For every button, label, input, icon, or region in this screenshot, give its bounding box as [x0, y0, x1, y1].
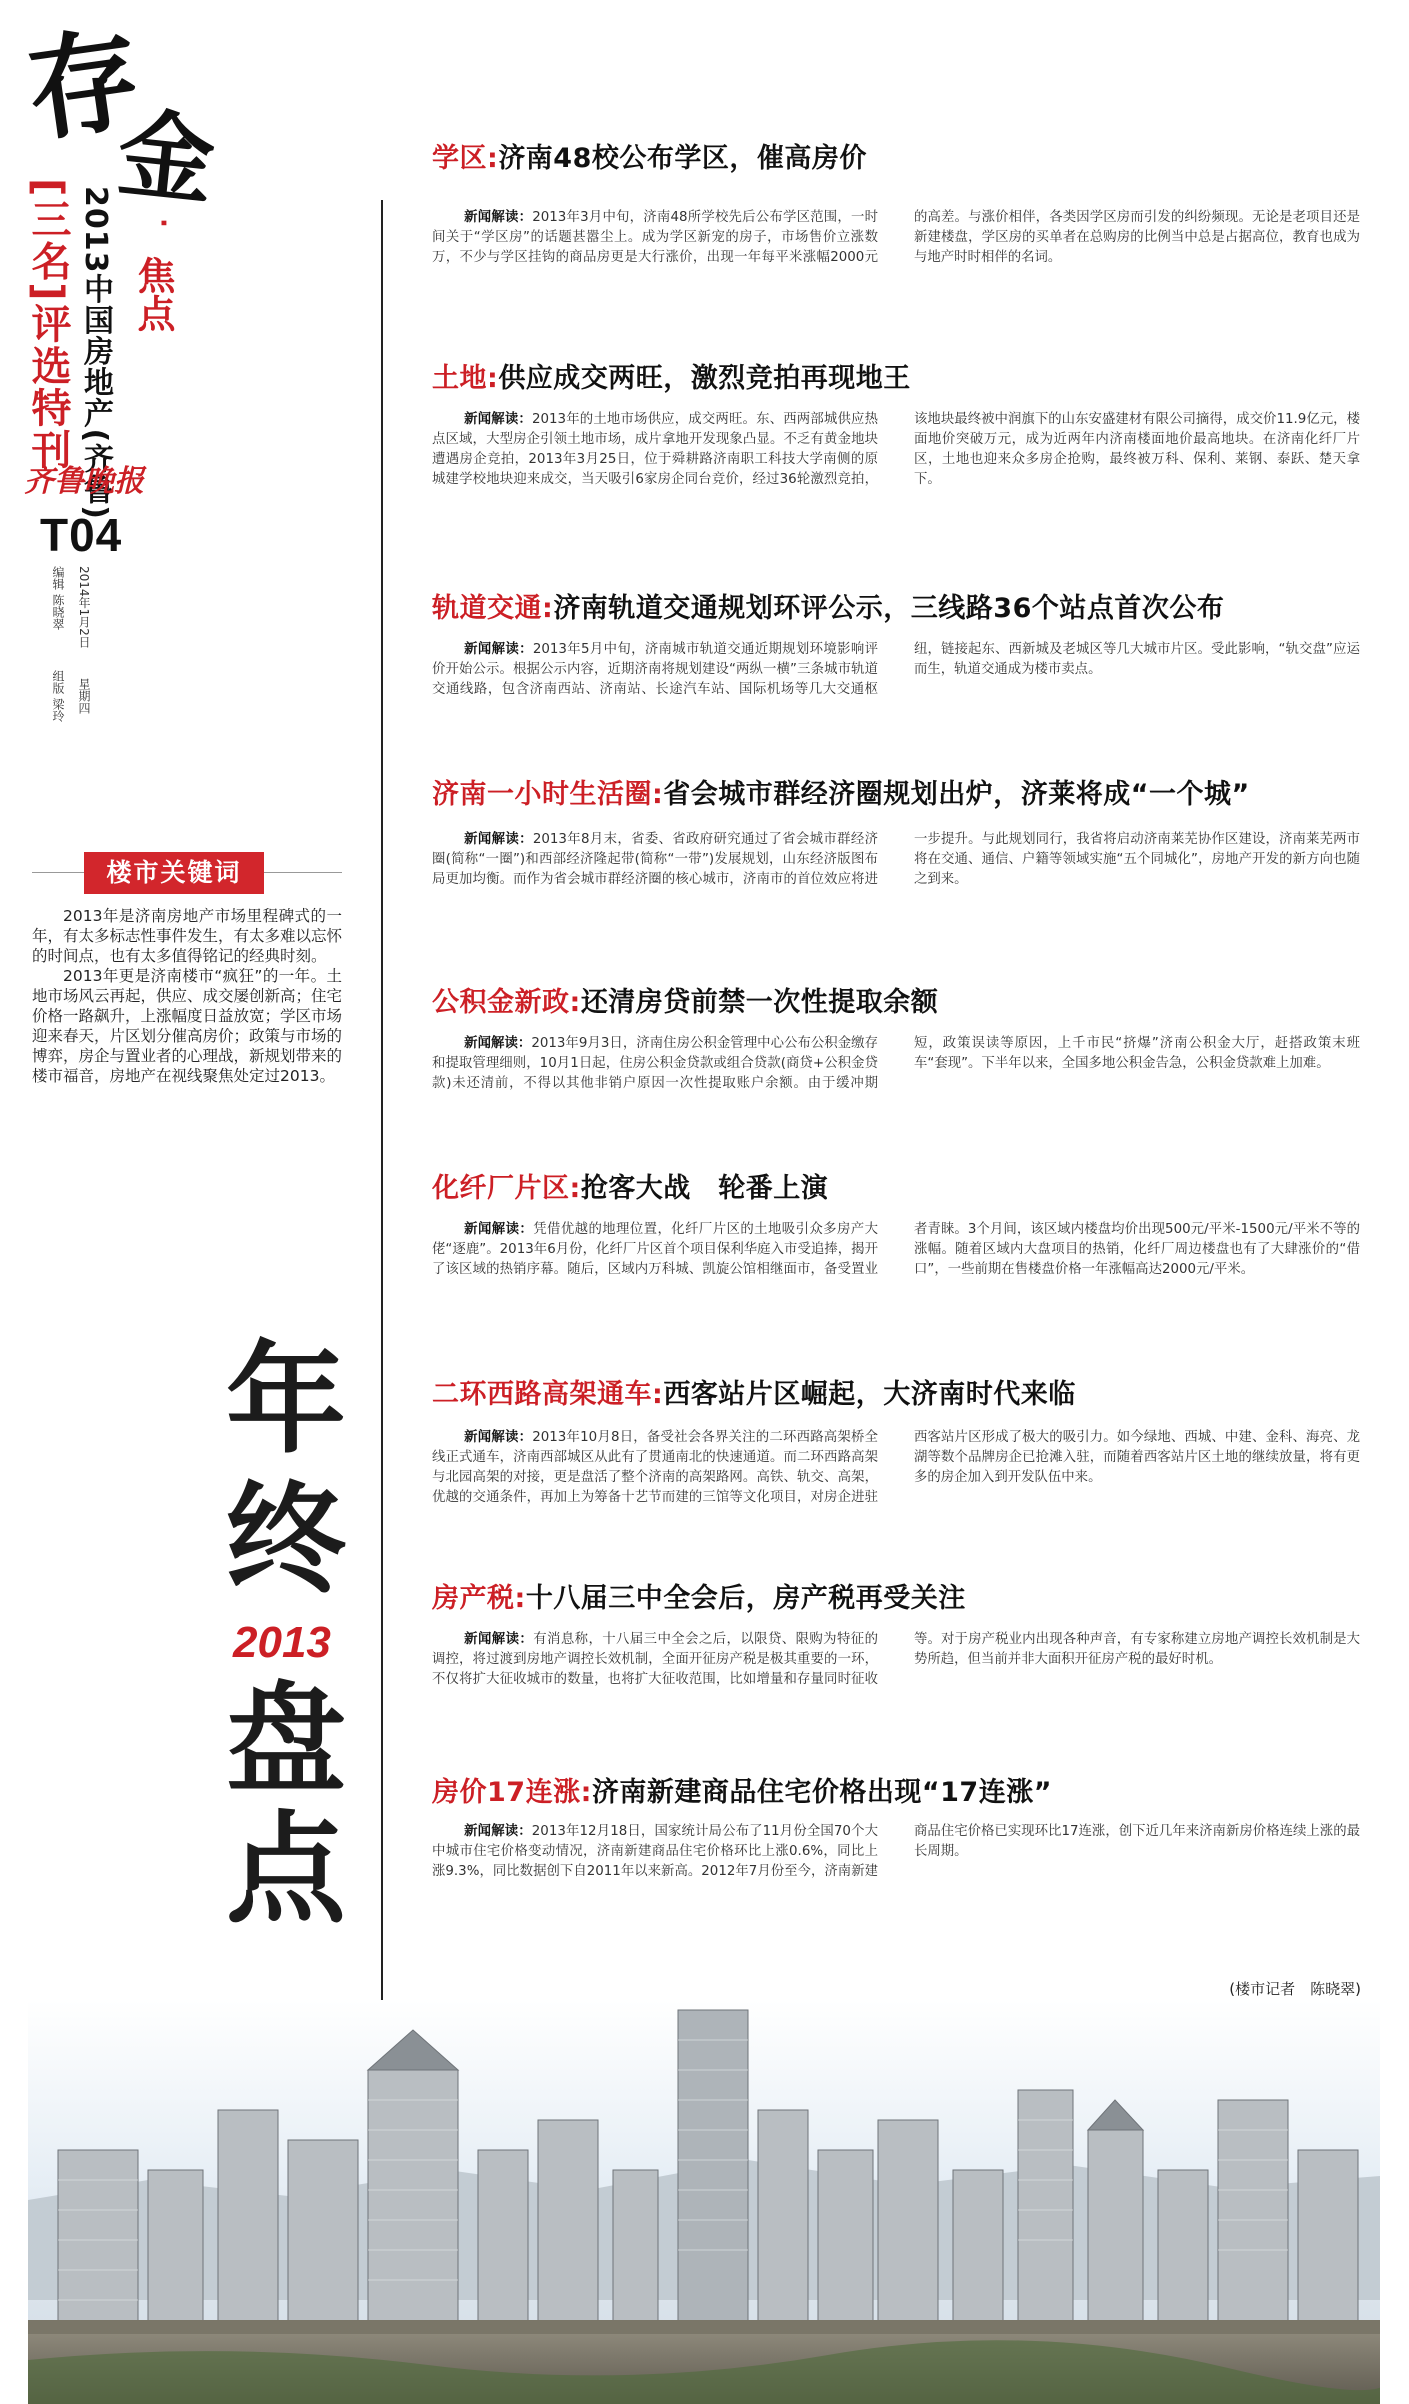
keywords-paragraph: 2013年是济南房地产市场里程碑式的一年，有太多标志性事件发生，有太多难以忘怀的时间点，也有太多值得铭记的经典时刻。 — [32, 907, 343, 965]
section-text: 2013年3月中旬，济南48所学校先后公布学区范围，一时间关于“学区房”的话题甚嚣尘上。成为学区新宠的房子，市场售价立涨数万，不少与学区挂钩的商品房更是大行涨价，出现一年每平米涨幅2000元的高差。与涨价相伴，各类因学区房而引发的纠纷频现。无论是老项目还是新建楼盘，学区房的买单者在总购房的比例当中总是占据高位，教育也成为与地产时时相伴的名词。 — [432, 210, 1360, 265]
section-title: 土地:供应成交两旺，激烈竞拍再现地王 — [432, 363, 911, 394]
section-title: 学区:济南48校公布学区，催高房价 — [432, 143, 867, 174]
section-text: 凭借优越的地理位置，化纤厂片区的土地吸引众多房产大佬“逐鹿”。2013年6月份，化纤厂片区首个项目保利华庭入市受追捧，揭开了该区域的热销序幕。随后，区域内万科城、凯旋公馆相继面市，备受置业者青睐。3个月间，该区域内楼盘均价出现500元/平米-1500元/平米不等的涨幅。随着区域内大盘项目的热销，化纤厂周边楼盘也有了大肆涨价的“借口”，一些前期在售楼盘价格一年涨幅高达2000元/平米。 — [432, 1222, 1360, 1277]
section-title: 化纤厂片区:抢客大战 轮番上演 — [432, 1173, 829, 1204]
section-text: 2013年8月末，省委、省政府研究通过了省会城市群经济圈(简称“一圈”)和西部经济隆起带(简称“一带”)发展规划，山东经济版图布局更加均衡。而作为省会城市群经济圈的核心城市，济南市的首位效应将进一步提升。与此规划同行，我省将启动济南莱芜协作区建设，济南莱芜两市将在交通、通信、户籍等领域实施“五个同城化”，房地产开发的新方向也随之到来。 — [432, 832, 1360, 887]
reporter-credit: (楼市记者 陈晓翠) — [1229, 1980, 1361, 1998]
section-headline: 省会城市群经济圈规划出炉，济莱将成“一个城” — [663, 779, 1250, 810]
section-lead: 新闻解读： — [464, 642, 533, 657]
section-headline: 十八届三中全会后，房产税再受关注 — [525, 1583, 966, 1614]
headline-char-dian: 点 — [226, 1799, 346, 1940]
masthead-char-cun: 存 — [19, 12, 149, 159]
section-text: 2013年5月中旬，济南城市轨道交通近期规划环境影响评价开始公示。根据公示内容，近期济南将规划建设“两纵一横”三条城市轨道交通线路，包含济南西站、济南站、长途汽车站、国际机场等几大交通枢纽，链接起东、西新城及老城区等几大城市片区。受此影响，“轨交盘”应运而生，轨道交通成为楼市卖点。 — [432, 642, 1360, 697]
section-lead: 新闻解读： — [464, 1036, 532, 1051]
issue-date: 2014年1月2日 — [77, 566, 91, 648]
section-headline: 西客站片区崛起，大济南时代来临 — [663, 1379, 1076, 1410]
editor-credit: 编辑 陈晓翠 — [51, 566, 65, 630]
page-number: T04 — [40, 509, 123, 561]
section-body — [432, 1034, 1360, 1094]
headline-char-zhong: 终 — [226, 1469, 346, 1610]
section-title: 公积金新政:还清房贷前禁一次性提取余额 — [432, 987, 939, 1018]
keywords-paragraph: 2013年更是济南楼市“疯狂”的一年。土地市场风云再起，供应、成交屡创新高；住宅价格一路飙升，上涨幅度日益放宽；学区市场迎来春天，片区划分催高房价；政策与市场的博弈，房企与置业者的心理战，新规划带来的楼市福音，房地产在视线聚焦处定过2013。 — [32, 967, 343, 1085]
section-key: 二环西路高架通车 — [432, 1379, 652, 1410]
section-title: 房价17连涨:济南新建商品住宅价格出现“17连涨” — [432, 1777, 1052, 1808]
section-headline: 济南48校公布学区，催高房价 — [498, 143, 867, 174]
newspaper-logo: 齐鲁晚报 — [24, 464, 144, 499]
section-body — [432, 640, 1360, 700]
section-body — [432, 208, 1360, 268]
masthead-char-jin: 金 — [112, 96, 220, 219]
series-title: 2013中国房地产(齐鲁) — [78, 186, 113, 520]
section-key: 房产税 — [432, 1583, 515, 1614]
headline-char-pan: 盘 — [226, 1669, 346, 1810]
section-headline: 济南新建商品住宅价格出现“17连涨” — [591, 1777, 1052, 1808]
section-body — [432, 830, 1360, 890]
section-text: 2013年9月3日，济南住房公积金管理中心公布公积金缴存和提取管理细则，10月1日起，住房公积金贷款或组合贷款(商贷+公积金贷款)未还清前，不得以其他非销户原因一次性提取账户余额。由于缓冲期短，政策误读等原因，上千市民“挤爆”济南公积金大厅，赶搭政策末班车“套现”。下半年以来，全国多地公积金告急，公积金贷款难上加难。 — [432, 1036, 1360, 1091]
focus-label: 焦点 — [131, 256, 175, 332]
section-lead: 新闻解读： — [464, 1222, 534, 1237]
section-body — [432, 1822, 1360, 1882]
section-headline: 供应成交两旺，激烈竞拍再现地王 — [498, 363, 911, 394]
section-lead: 新闻解读： — [464, 1430, 533, 1445]
section-body — [432, 410, 1360, 490]
section-text: 2013年的土地市场供应，成交两旺。东、西两部城供应热点区域，大型房企引领土地市场，成片拿地开发现象凸显。不乏有黄金地块遭遇房企竞拍，2013年3月25日，位于舜耕路济南职工科技大学南侧的原城建学校地块迎来成交，当天吸引6家房企同台竞价，经过36轮激烈竞拍，该地块最终被中润旗下的山东安盛建材有限公司摘得，成交价11.9亿元，楼面地价突破万元，成为近两年内济南楼面地价最高地块。在济南化纤厂片区，土地也迎来众多房企抢购，最终被万科、保利、莱钢、泰跃、楚天拿下。 — [432, 412, 1360, 487]
section-headline: 抢客大战 轮番上演 — [580, 1173, 829, 1204]
keywords-text — [32, 906, 342, 1086]
section-body — [432, 1428, 1360, 1508]
section-lead: 新闻解读： — [464, 412, 532, 427]
section-title: 济南一小时生活圈:省会城市群经济圈规划出炉，济莱将成“一个城” — [432, 779, 1250, 810]
section-text: 2013年12月18日，国家统计局公布了11月份全国70个大中城市住宅价格变动情况，济南新建商品住宅价格环比上涨0.6%，同比上涨9.3%，同比数据创下自2011年以来新高。2012年7月份至今，济南新建商品住宅价格已实现环比17连涨，创下近几年来济南新房价格连续上涨的最长周期。 — [432, 1824, 1360, 1879]
issue-weekday: 星期四 — [77, 678, 91, 714]
city-skyline-photo — [28, 2000, 1380, 2404]
column-divider — [381, 200, 383, 2050]
section-key: 轨道交通 — [432, 593, 542, 624]
section-key: 济南一小时生活圈 — [432, 779, 652, 810]
keywords-title: 楼市关键词 — [84, 852, 264, 894]
designer-credit: 组版 梁玲 — [51, 670, 65, 722]
headline-year: 2013 — [233, 1618, 331, 1667]
section-lead: 新闻解读： — [464, 1824, 532, 1839]
section-key: 公积金新政 — [432, 987, 570, 1018]
section-lead: 新闻解读： — [464, 832, 533, 847]
section-text: 有消息称，十八届三中全会之后，以限贷、限购为特征的调控，将过渡到房地产调控长效机制，全面开征房产税是极其重要的一环，不仅将扩大征收城市的数量，也将扩大征收范围，比如增量和存量同时征收等。对于房产税业内出现各种声音，有专家称建立房地产调控长效机制是大势所趋，但当前并非大面积开征房产税的最好时机。 — [432, 1632, 1360, 1687]
series-name: [三名]评选特刊 — [25, 178, 71, 471]
section-key: 学区 — [432, 143, 487, 174]
section-body — [432, 1630, 1360, 1690]
section-headline: 济南轨道交通规划环评公示，三线路36个站点首次公布 — [553, 593, 1225, 624]
section-headline: 还清房贷前禁一次性提取余额 — [580, 987, 939, 1018]
section-title: 二环西路高架通车:西客站片区崛起，大济南时代来临 — [432, 1379, 1076, 1410]
section-title: 轨道交通:济南轨道交通规划环评公示，三线路36个站点首次公布 — [432, 593, 1225, 624]
section-title: 房产税:十八届三中全会后，房产税再受关注 — [432, 1583, 966, 1614]
section-lead: 新闻解读： — [464, 1632, 534, 1647]
headline-char-nian: 年 — [226, 1329, 346, 1470]
focus-dot: · — [148, 218, 178, 228]
section-text: 2013年10月8日，备受社会各界关注的二环西路高架桥全线正式通车，济南西部城区从此有了贯通南北的快速通道。而二环西路高架与北园高架的对接，更是盘活了整个济南的高架路网。高铁、轨交、高架，优越的交通条件，再加上为筹备十艺节而建的三馆等文化项目，对房企进驻西客站片区形成了极大的吸引力。如今绿地、西城、中建、金科、海亮、龙湖等数个品牌房企已抢滩入驻，而随着西客站片区土地的继续放量，将有更多的房企加入到开发队伍中来。 — [432, 1430, 1360, 1505]
section-key: 土地 — [432, 363, 487, 394]
section-lead: 新闻解读： — [464, 210, 533, 225]
section-key: 房价17连涨 — [432, 1777, 581, 1808]
section-body — [432, 1220, 1360, 1280]
section-key: 化纤厂片区 — [432, 1173, 570, 1204]
